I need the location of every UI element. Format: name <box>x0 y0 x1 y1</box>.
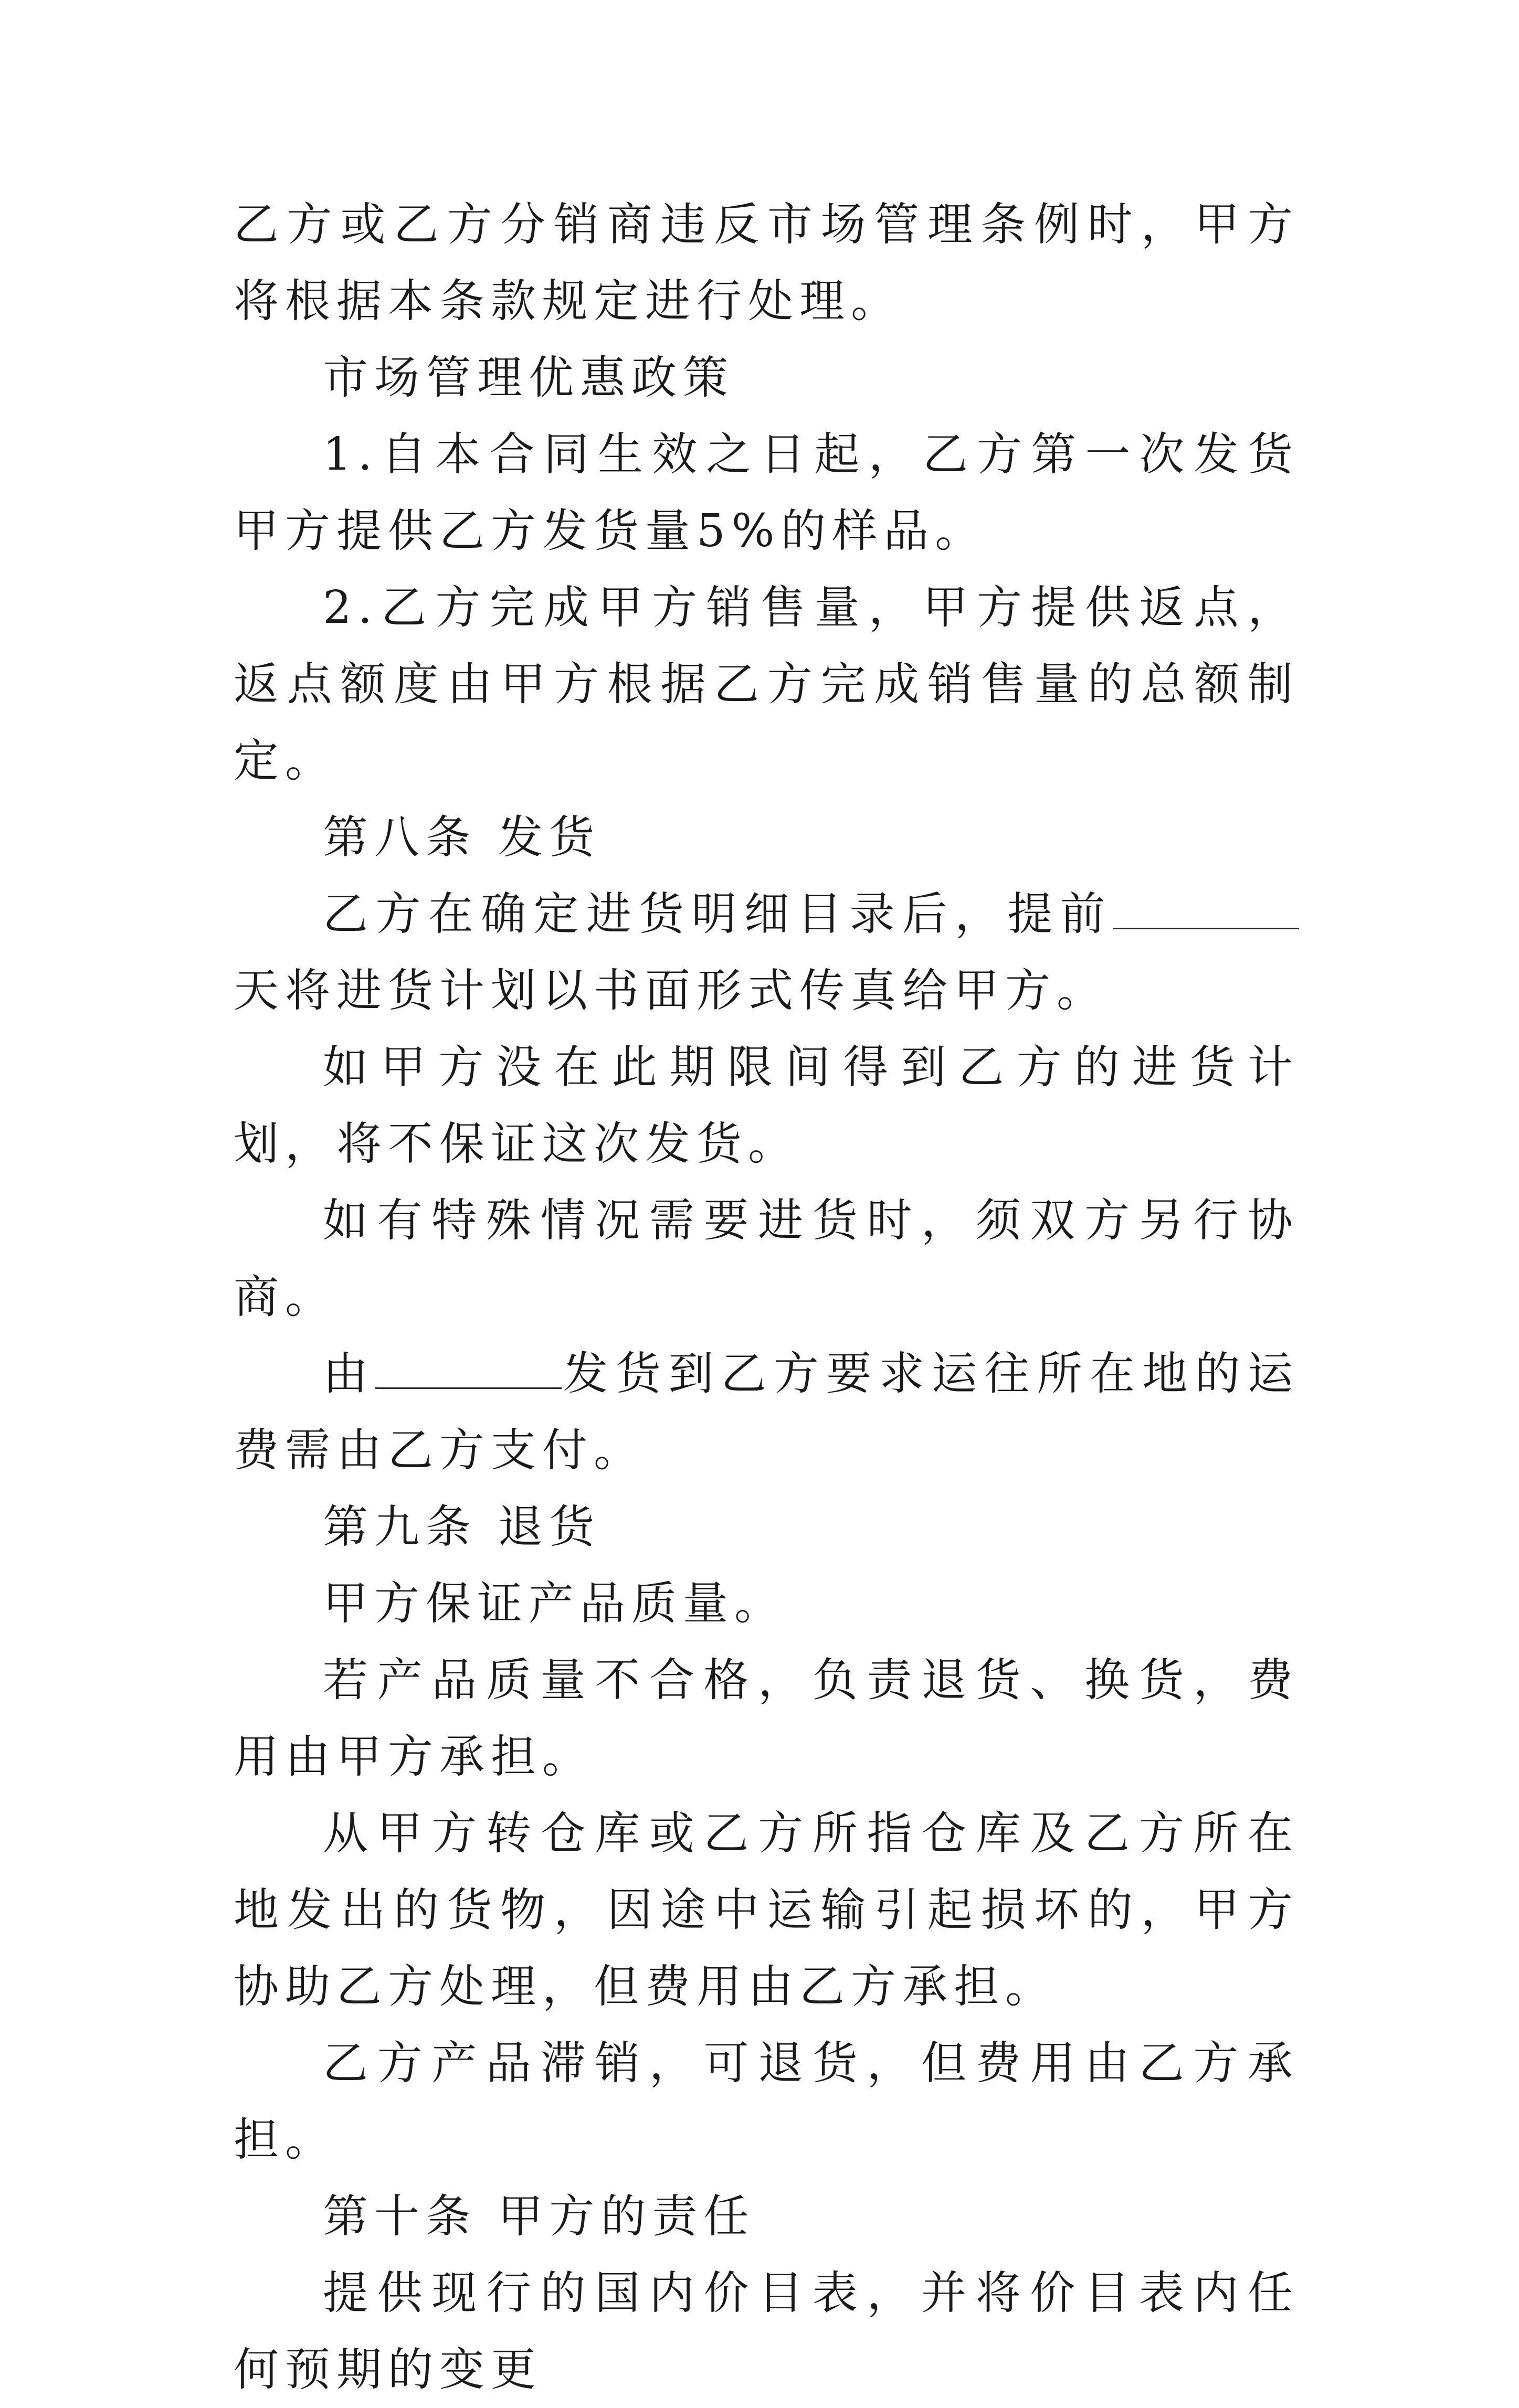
article-9-paragraph-2: 若产品质量不合格，负责退货、换货，费用由甲方承担。 <box>234 1654 1299 1783</box>
article-8-p4-after: 发货到乙方要求运往所在地的运费需由乙方支付。 <box>234 1348 1300 1477</box>
contract-text <box>234 186 1299 2408</box>
policy-heading: 市场管理优惠政策 <box>323 352 734 404</box>
article-8-paragraph-3: 如有特殊情况需要进货时，须双方另行协商。 <box>234 1194 1299 1323</box>
policy-item-1: 1.自本合同生效之日起，乙方第一次发货甲方提供乙方发货量5%的样品。 <box>234 428 1299 557</box>
continuation-paragraph: 乙方或乙方分销商违反市场管理条例时，甲方将根据本条款规定进行处理。 <box>234 198 1299 327</box>
article-8-paragraph-4 <box>234 1335 1299 1489</box>
article-8-p1-after: 天将进货计划以书面形式传真给甲方。 <box>234 964 1108 1017</box>
article-8-paragraph-1 <box>234 876 1299 1029</box>
article-10-heading: 第十条 甲方的责任 <box>323 2190 755 2243</box>
article-10-paragraph-1: 提供现行的国内价目表，并将价目表内任何预期的变更 <box>234 2267 1299 2396</box>
article-9-paragraph-4: 乙方产品滞销，可退货，但费用由乙方承担。 <box>234 2037 1299 2166</box>
days-blank-field <box>1113 887 1299 929</box>
article-8-heading: 第八条 发货 <box>323 811 601 864</box>
article-8-p4-before: 由 <box>323 1348 376 1400</box>
policy-item-2: 2.乙方完成甲方销售量，甲方提供返点，返点额度由甲方根据乙方完成销售量的总额制定。 <box>234 581 1299 787</box>
article-8-paragraph-2: 如甲方没在此期限间得到乙方的进货计划，将不保证这次发货。 <box>234 1041 1299 1170</box>
article-9-heading: 第九条 退货 <box>323 1501 601 1553</box>
article-8-p1-before: 乙方在确定进货明细目录后，提前 <box>323 888 1113 940</box>
origin-blank-field <box>375 1346 562 1389</box>
article-9-paragraph-1: 甲方保证产品质量。 <box>323 1577 786 1630</box>
article-9-paragraph-3: 从甲方转仓库或乙方所指仓库及乙方所在地发出的货物，因途中运输引起损坏的，甲方协助乙方处理，但费用由乙方承担。 <box>234 1807 1299 2013</box>
